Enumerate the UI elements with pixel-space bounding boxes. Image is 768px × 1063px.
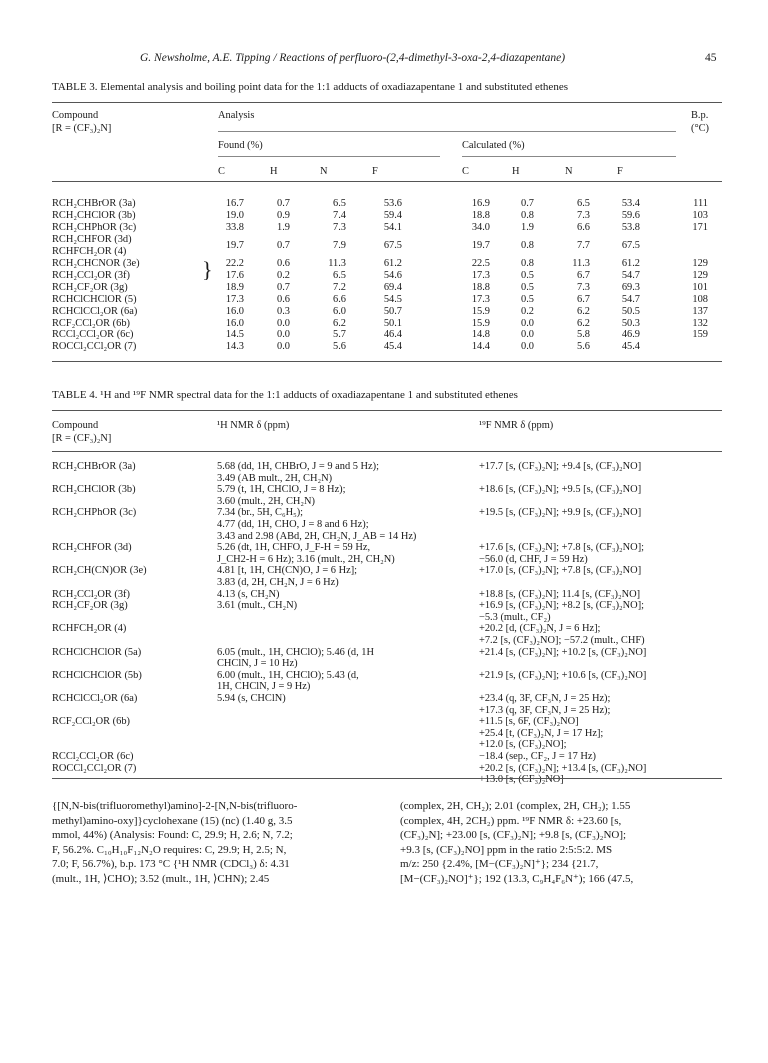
table3-col-compound-sub: [R = (CF₃)₂N] — [52, 123, 112, 134]
table3-value-cell: 5.7 — [333, 329, 346, 341]
table3-value-cell: 59.4 — [383, 209, 402, 221]
table3-value-cell: 45.4 — [621, 341, 640, 353]
table3-value-cell: 53.6 — [383, 198, 402, 209]
table3-bp-cell: 132 — [692, 317, 708, 329]
table3-value-cell: 0.6 — [277, 257, 290, 269]
table3-value-cell: 0.5 — [521, 269, 534, 281]
table3-header-rule — [52, 181, 722, 182]
table3-value-cell: 6.7 — [577, 293, 590, 305]
table4-h-nmr-line: 5.94 (s, CHClN) — [217, 693, 286, 704]
table4-f-nmr-line: +25.4 [t, (CF₃)₂N, J = 17 Hz]; — [479, 727, 604, 739]
table4-h-nmr-line: J_CH2-H = 6 Hz); 3.16 (mult., 2H, CH₂N) — [217, 553, 395, 565]
table3-value-cell: 0.6 — [277, 293, 290, 305]
table3-element-header: F — [372, 166, 378, 177]
table3-value-cell: 7.3 — [577, 281, 590, 293]
table4-compound-cell: RCH₂CH(CN)OR (3e) — [52, 565, 147, 577]
table3-bp-cell: 108 — [692, 293, 708, 305]
table3-compound-cell: RCH₂CHFOR (3d) — [52, 233, 132, 245]
table4-h-nmr-line: 3.83 (d, 2H, CH₂N, J = 6 Hz) — [217, 577, 339, 588]
table3-value-cell: 6.2 — [577, 305, 590, 317]
table3-value-cell: 50.7 — [383, 305, 402, 317]
table3-value-cell: 17.3 — [471, 269, 490, 281]
table3-value-cell: 53.4 — [621, 198, 640, 209]
table4-f-nmr-line: +21.4 [s, (CF₃)₂N]; +10.2 [s, (CF₃)₂NO] — [479, 646, 647, 658]
table3-value-cell: 54.1 — [383, 221, 402, 233]
table4-f-nmr-line: +11.5 [s, 6F, (CF₃)₂NO] — [479, 716, 579, 728]
brace-icon: } — [202, 257, 213, 282]
table3-compound-cell: RCH₂CHClOR (3b) — [52, 209, 136, 221]
table3-value-cell: 0.2 — [521, 305, 534, 317]
table3-value-cell: 7.2 — [333, 281, 346, 293]
table3-value-cell: 16.9 — [471, 198, 490, 209]
table3-value-cell: 19.7 — [225, 239, 244, 251]
body-text-line: F, 56.2%. C₁₀H₁₀F₁₂N₂O requires: C, 29.9; H, 2.5; N, — [52, 843, 287, 856]
table3-compound-cell: RCH₂CHBrOR (3a) — [52, 198, 136, 209]
body-text-line: 7.0; F, 56.7%), b.p. 173 °C {¹H NMR (CDCl₃) δ: 4.31 — [52, 858, 290, 871]
page-number: 45 — [705, 52, 717, 64]
table4-compound-cell: RCHClCHClOR (5b) — [52, 669, 142, 681]
table4-compound-cell: RCH₂CHBrOR (3a) — [52, 461, 136, 472]
table3-element-header: N — [565, 166, 573, 177]
table4-f-nmr-line: +20.2 [s, (CF₃)₂N]; +13.4 [s, (CF₃)₂NO] — [479, 762, 647, 774]
table3-bp-cell: 129 — [692, 269, 708, 281]
table4-f-nmr-line: +16.9 [s, (CF₃)₂N]; +8.2 [s, (CF₃)₂NO]; — [479, 600, 645, 612]
table4-h-nmr-line: 4.81 [t, 1H, CH(CN)O, J = 6 Hz]; — [217, 565, 358, 577]
table3-value-cell: 50.1 — [383, 317, 402, 329]
table3-value-cell: 7.9 — [333, 239, 346, 251]
table4-h-nmr-line: 3.43 and 2.98 (ABd, 2H, CH₂N, J_AB = 14 Hz) — [217, 530, 417, 542]
table4-compound-cell: RCH₂CHPhOR (3c) — [52, 507, 137, 519]
table4-compound-cell: ROCCl₂CCl₂OR (7) — [52, 762, 137, 774]
body-text-line: m/z: 250 {2.4%, [M−(CF₃)₂N]⁺}; 234 {21.7, — [400, 858, 599, 871]
table3-value-cell: 22.5 — [471, 257, 490, 269]
table3-value-cell: 7.3 — [333, 221, 346, 233]
table3-value-cell: 6.6 — [577, 221, 590, 233]
table4-f-nmr-line: +7.2 [s, (CF₃)₂NO]; −57.2 (mult., CHF) — [479, 635, 645, 646]
table3-value-cell: 0.7 — [521, 198, 534, 209]
table3-value-cell: 16.7 — [225, 198, 244, 209]
table4-header-rule — [52, 451, 722, 452]
table3-value-cell: 6.2 — [333, 317, 346, 329]
table3-value-cell: 0.3 — [277, 305, 290, 317]
table3-element-header: C — [462, 166, 469, 177]
body-text-line: [M−(CF₃)₂NO]⁺}; 192 (13.3, C₉H₄F₆N⁺); 166 (47.5, — [400, 872, 634, 885]
table4-top-rule — [52, 410, 722, 411]
table3-value-cell: 22.2 — [225, 257, 244, 269]
table4-f-nmr-line: +20.2 [d, (CF₃)₂N, J = 6 Hz]; — [479, 623, 601, 635]
table4-h-nmr-line: 3.60 (mult., 2H, CH₂N) — [217, 495, 316, 507]
table3-value-cell: 67.5 — [621, 239, 640, 251]
table3-value-cell: 54.5 — [383, 293, 402, 305]
table4-h-nmr-line: CHClN, J = 10 Hz) — [217, 658, 298, 670]
table3-value-cell: 67.5 — [383, 239, 402, 251]
table3-value-cell: 7.7 — [577, 239, 590, 251]
table3-value-cell: 61.2 — [621, 257, 640, 269]
table3-bp-cell: 103 — [692, 209, 708, 221]
table3-col-analysis: Analysis — [218, 110, 255, 121]
table4-col-compound-sub: [R = (CF₃)₂N] — [52, 433, 112, 444]
table3-value-cell: 14.5 — [225, 329, 244, 341]
table3-value-cell: 50.5 — [621, 305, 640, 317]
table3-value-cell: 18.8 — [471, 209, 490, 221]
table3-value-cell: 18.8 — [471, 281, 490, 293]
table4-compound-cell: RCCl₂CCl₂OR (6c) — [52, 751, 134, 762]
table3-element-header: H — [270, 166, 278, 177]
table3-col-bp: B.p. — [691, 110, 709, 121]
table3-value-cell: 0.0 — [521, 341, 534, 353]
table3-value-cell: 69.3 — [621, 281, 640, 293]
table3-top-rule — [52, 102, 722, 103]
table3-value-cell: 0.9 — [277, 209, 290, 221]
table3-value-cell: 34.0 — [471, 221, 490, 233]
table3-value-cell: 69.4 — [383, 281, 402, 293]
table3-value-cell: 6.0 — [333, 305, 346, 317]
table3-value-cell: 0.8 — [521, 239, 534, 251]
body-text-line: mmol, 44%) (Analysis: Found: C, 29.9; H, 2.6; N, 7.2; — [52, 829, 293, 842]
body-text-line: (mult., 1H, ⟩CHO); 3.52 (mult., 1H, ⟩CHN); 2.45 — [52, 872, 270, 885]
table3-compound-cell: RCHClCCl₂OR (6a) — [52, 305, 138, 317]
table3-value-cell: 54.7 — [621, 293, 640, 305]
table3-value-cell: 50.3 — [621, 317, 640, 329]
table4-f-nmr-line: +21.9 [s, (CF₃)₂N]; +10.6 [s, (CF₃)₂NO] — [479, 669, 647, 681]
table4-compound-cell: RCH₂CCl₂OR (3f) — [52, 588, 130, 600]
table3-bp-cell: 159 — [692, 329, 708, 341]
table4-col-f: ¹⁹F NMR δ (ppm) — [479, 420, 554, 431]
table3-value-cell: 6.2 — [577, 317, 590, 329]
table4-h-nmr-line: 5.79 (t, 1H, CHClO, J = 8 Hz); — [217, 484, 346, 496]
body-text-line: (complex, 4H, 2CH₂) ppm. ¹⁹F NMR δ: +23.60 [s, — [400, 814, 622, 827]
table3-value-cell: 11.3 — [328, 257, 346, 269]
table4-col-h: ¹H NMR δ (ppm) — [217, 420, 290, 431]
table3-compound-cell: ROCCl₂CCl₂OR (7) — [52, 341, 137, 353]
table4-compound-cell: RCHClCHClOR (5a) — [52, 646, 142, 658]
table3-element-header: F — [617, 166, 623, 177]
body-text-right-column — [400, 799, 722, 887]
table3-compound-cell: RCH₂CF₂OR (3g) — [52, 281, 128, 293]
table3-caption: TABLE 3. Elemental analysis and boiling point data for the 1:1 adducts of oxadiazapentane 1 and substituted ethenes — [52, 81, 568, 93]
table3-compound-cell: RCCl₂CCl₂OR (6c) — [52, 329, 134, 341]
table4-col-compound: Compound — [52, 420, 99, 431]
table3-value-cell: 16.0 — [225, 305, 244, 317]
table3-value-cell: 0.2 — [277, 269, 290, 281]
table4-f-nmr-line: +17.3 (q, 3F, CF₃N, J = 25 Hz); — [479, 704, 611, 716]
table4-h-nmr-line: 4.77 (dd, 1H, CHO, J = 8 and 6 Hz); — [217, 519, 369, 530]
table3-value-cell: 54.6 — [383, 269, 402, 281]
table3-value-cell: 1.9 — [521, 221, 534, 233]
table3-compound-cell: RCF₂CCl₂OR (6b) — [52, 317, 130, 329]
table3-value-cell: 0.5 — [521, 281, 534, 293]
table3-bp-cell: 129 — [692, 257, 708, 269]
table3-value-cell: 19.7 — [471, 239, 490, 251]
table3-bp-cell: 171 — [692, 221, 708, 233]
table3-value-cell: 0.0 — [277, 341, 290, 353]
body-text-line: {[N,N-bis(trifluoromethyl)amino]-2-[N,N-bis(trifluoro- — [52, 800, 298, 812]
table4-h-nmr-line: 1H, CHClN, J = 9 Hz) — [217, 681, 311, 693]
table3-value-cell: 0.8 — [521, 257, 534, 269]
table4-h-nmr-line: 5.68 (dd, 1H, CHBrO, J = 9 and 5 Hz); — [217, 461, 379, 472]
table3-value-cell: 6.5 — [577, 198, 590, 209]
body-text-left-column — [52, 799, 372, 887]
table3-calc-rule — [462, 156, 676, 157]
table3-value-cell: 6.5 — [333, 198, 346, 209]
table3-col-calc: Calculated (%) — [462, 140, 525, 151]
table3-value-cell: 18.9 — [225, 281, 244, 293]
table3-value-cell: 33.8 — [225, 221, 244, 233]
table3-value-cell: 0.7 — [277, 281, 290, 293]
table4-compound-cell: RCHClCCl₂OR (6a) — [52, 693, 138, 704]
body-text-line: +9.3 [s, (CF₃)₂NO] ppm in the ratio 2:5:5:2. MS — [400, 843, 613, 856]
table3-value-cell: 0.0 — [277, 329, 290, 341]
table3-compound-cell: RCHFCH₂OR (4) — [52, 245, 127, 257]
table3-value-cell: 0.7 — [277, 239, 290, 251]
running-head: G. Newsholme, A.E. Tipping / Reactions of perfluoro-(2,4-dimethyl-3-oxa-2,4-diazapentane) — [140, 52, 566, 64]
table4-f-nmr-line: +13.0 [s, (CF₃)₂NO] — [479, 774, 564, 786]
table4-f-nmr-line: +18.8 [s, (CF₃)₂N]; 11.4 [s, (CF₃)₂NO] — [479, 588, 641, 600]
body-text-line: (complex, 2H, CH₂); 2.01 (complex, 2H, CH₂); 1.55 — [400, 800, 631, 812]
table3-value-cell: 6.7 — [577, 269, 590, 281]
body-text-line: methyl)amino-oxy]}cyclohexane (15) (nc) (1.40 g, 3.5 — [52, 814, 293, 827]
table3-value-cell: 15.9 — [471, 317, 490, 329]
table4-f-nmr-line: +19.5 [s, (CF₃)₂N]; +9.9 [s, (CF₃)₂NO] — [479, 507, 642, 519]
table3-value-cell: 14.4 — [471, 341, 490, 353]
table3-value-cell: 0.0 — [277, 317, 290, 329]
table3-value-cell: 0.8 — [521, 209, 534, 221]
table3-col-found: Found (%) — [218, 140, 263, 151]
table3-analysis-rule — [218, 131, 676, 132]
table4-compound-cell: RCHFCH₂OR (4) — [52, 623, 127, 635]
table4-compound-cell: RCH₂CHClOR (3b) — [52, 484, 136, 496]
table3-value-cell: 19.0 — [225, 209, 244, 221]
table4-f-nmr-line: +18.6 [s, (CF₃)₂N]; +9.5 [s, (CF₃)₂NO] — [479, 484, 642, 496]
table3-value-cell: 0.7 — [277, 198, 290, 209]
table4-h-nmr-line: 6.00 (mult., 1H, CHClO); 5.43 (d, — [217, 669, 359, 681]
table4-h-nmr-line: 5.26 (dt, 1H, CHFO, J_F-H = 59 Hz, — [217, 542, 371, 554]
table3-value-cell: 0.0 — [521, 317, 534, 329]
table3-value-cell: 5.6 — [577, 341, 590, 353]
table4-f-nmr-line: +17.7 [s, (CF₃)₂N]; +9.4 [s, (CF₃)₂NO] — [479, 461, 642, 472]
table4-h-nmr-line: 3.49 (AB mult., 2H, CH₂N) — [217, 472, 333, 484]
table3-element-header: N — [320, 166, 328, 177]
table4-h-nmr-line: 3.61 (mult., CH₂N) — [217, 600, 298, 612]
table3-col-bp-unit: (°C) — [691, 123, 710, 134]
table3-value-cell: 14.8 — [471, 329, 490, 341]
table3-value-cell: 7.3 — [577, 209, 590, 221]
table3-value-cell: 46.9 — [621, 329, 640, 341]
table4-bottom-rule — [52, 778, 722, 779]
table3-bp-cell: 101 — [692, 281, 708, 293]
table4-h-nmr-line: 7.34 (br., 5H, C₆H₅); — [217, 507, 304, 519]
table3-value-cell: 11.3 — [572, 257, 590, 269]
table3-value-cell: 5.8 — [577, 329, 590, 341]
table4-f-nmr-line: +17.0 [s, (CF₃)₂N]; +7.8 [s, (CF₃)₂NO] — [479, 565, 642, 577]
table4-compound-cell: RCF₂CCl₂OR (6b) — [52, 716, 130, 728]
table3-value-cell: 16.0 — [225, 317, 244, 329]
table4-caption: TABLE 4. ¹H and ¹⁹F NMR spectral data for the 1:1 adducts of oxadiazapentane 1 and substituted ethenes — [52, 389, 518, 401]
body-text-line: (CF₃)₂N]; +23.00 [s, (CF₃)₂N]; +9.8 [s, (CF₃)₂NO]; — [400, 829, 627, 842]
table3-value-cell: 0.0 — [521, 329, 534, 341]
table4-f-nmr-line: +23.4 (q, 3F, CF₃N, J = 25 Hz); — [479, 693, 611, 704]
table3-value-cell: 59.6 — [621, 209, 640, 221]
table4-f-nmr-line: +12.0 [s, (CF₃)₂NO]; — [479, 739, 567, 751]
table3-value-cell: 53.8 — [621, 221, 640, 233]
table3-value-cell: 5.6 — [333, 341, 346, 353]
table4-h-nmr-line: 4.13 (s, CH₂N) — [217, 588, 280, 600]
table3-compound-cell: RCH₂CHPhOR (3c) — [52, 221, 137, 233]
table3-value-cell: 46.4 — [383, 329, 402, 341]
table3-value-cell: 17.3 — [225, 293, 244, 305]
table3-value-cell: 54.7 — [621, 269, 640, 281]
table3-value-cell: 61.2 — [383, 257, 402, 269]
table3-value-cell: 15.9 — [471, 305, 490, 317]
table3-found-rule — [218, 156, 440, 157]
table3-compound-cell: RCH₂CCl₂OR (3f) — [52, 269, 130, 281]
table3-bp-cell: 111 — [693, 198, 708, 209]
table3-compound-cell: RCH₂CHCNOR (3e) — [52, 257, 140, 269]
table3-value-cell: 17.6 — [225, 269, 244, 281]
table3-value-cell: 1.9 — [277, 221, 290, 233]
table3-value-cell: 17.3 — [471, 293, 490, 305]
table3-bp-cell: 137 — [692, 305, 708, 317]
table3-value-cell: 45.4 — [383, 341, 402, 353]
table3-col-compound: Compound — [52, 110, 99, 121]
table4-f-nmr-line: −5.3 (mult., CF₂) — [479, 611, 551, 623]
table3-value-cell: 14.3 — [225, 341, 244, 353]
table4-f-nmr-line: +17.6 [s, (CF₃)₂N]; +7.8 [s, (CF₃)₂NO]; — [479, 542, 645, 554]
table4-compound-cell: RCH₂CHFOR (3d) — [52, 542, 132, 554]
table3-value-cell: 7.4 — [333, 209, 346, 221]
table3-value-cell: 6.6 — [333, 293, 346, 305]
table4-f-nmr-line: −56.0 (d, CHF, J = 59 Hz) — [479, 553, 588, 565]
table3-compound-cell: RCHClCHClOR (5) — [52, 293, 137, 305]
table3-element-header: C — [218, 166, 225, 177]
table4-h-nmr-line: 6.05 (mult., 1H, CHClO); 5.46 (d, 1H — [217, 646, 375, 658]
table3-element-header: H — [512, 166, 520, 177]
table3-value-cell: 6.5 — [333, 269, 346, 281]
table3-bottom-rule — [52, 361, 722, 362]
table4-compound-cell: RCH₂CF₂OR (3g) — [52, 600, 128, 612]
table3-value-cell: 0.5 — [521, 293, 534, 305]
table4-f-nmr-line: −18.4 (sep., CF₂, J = 17 Hz) — [479, 751, 596, 762]
